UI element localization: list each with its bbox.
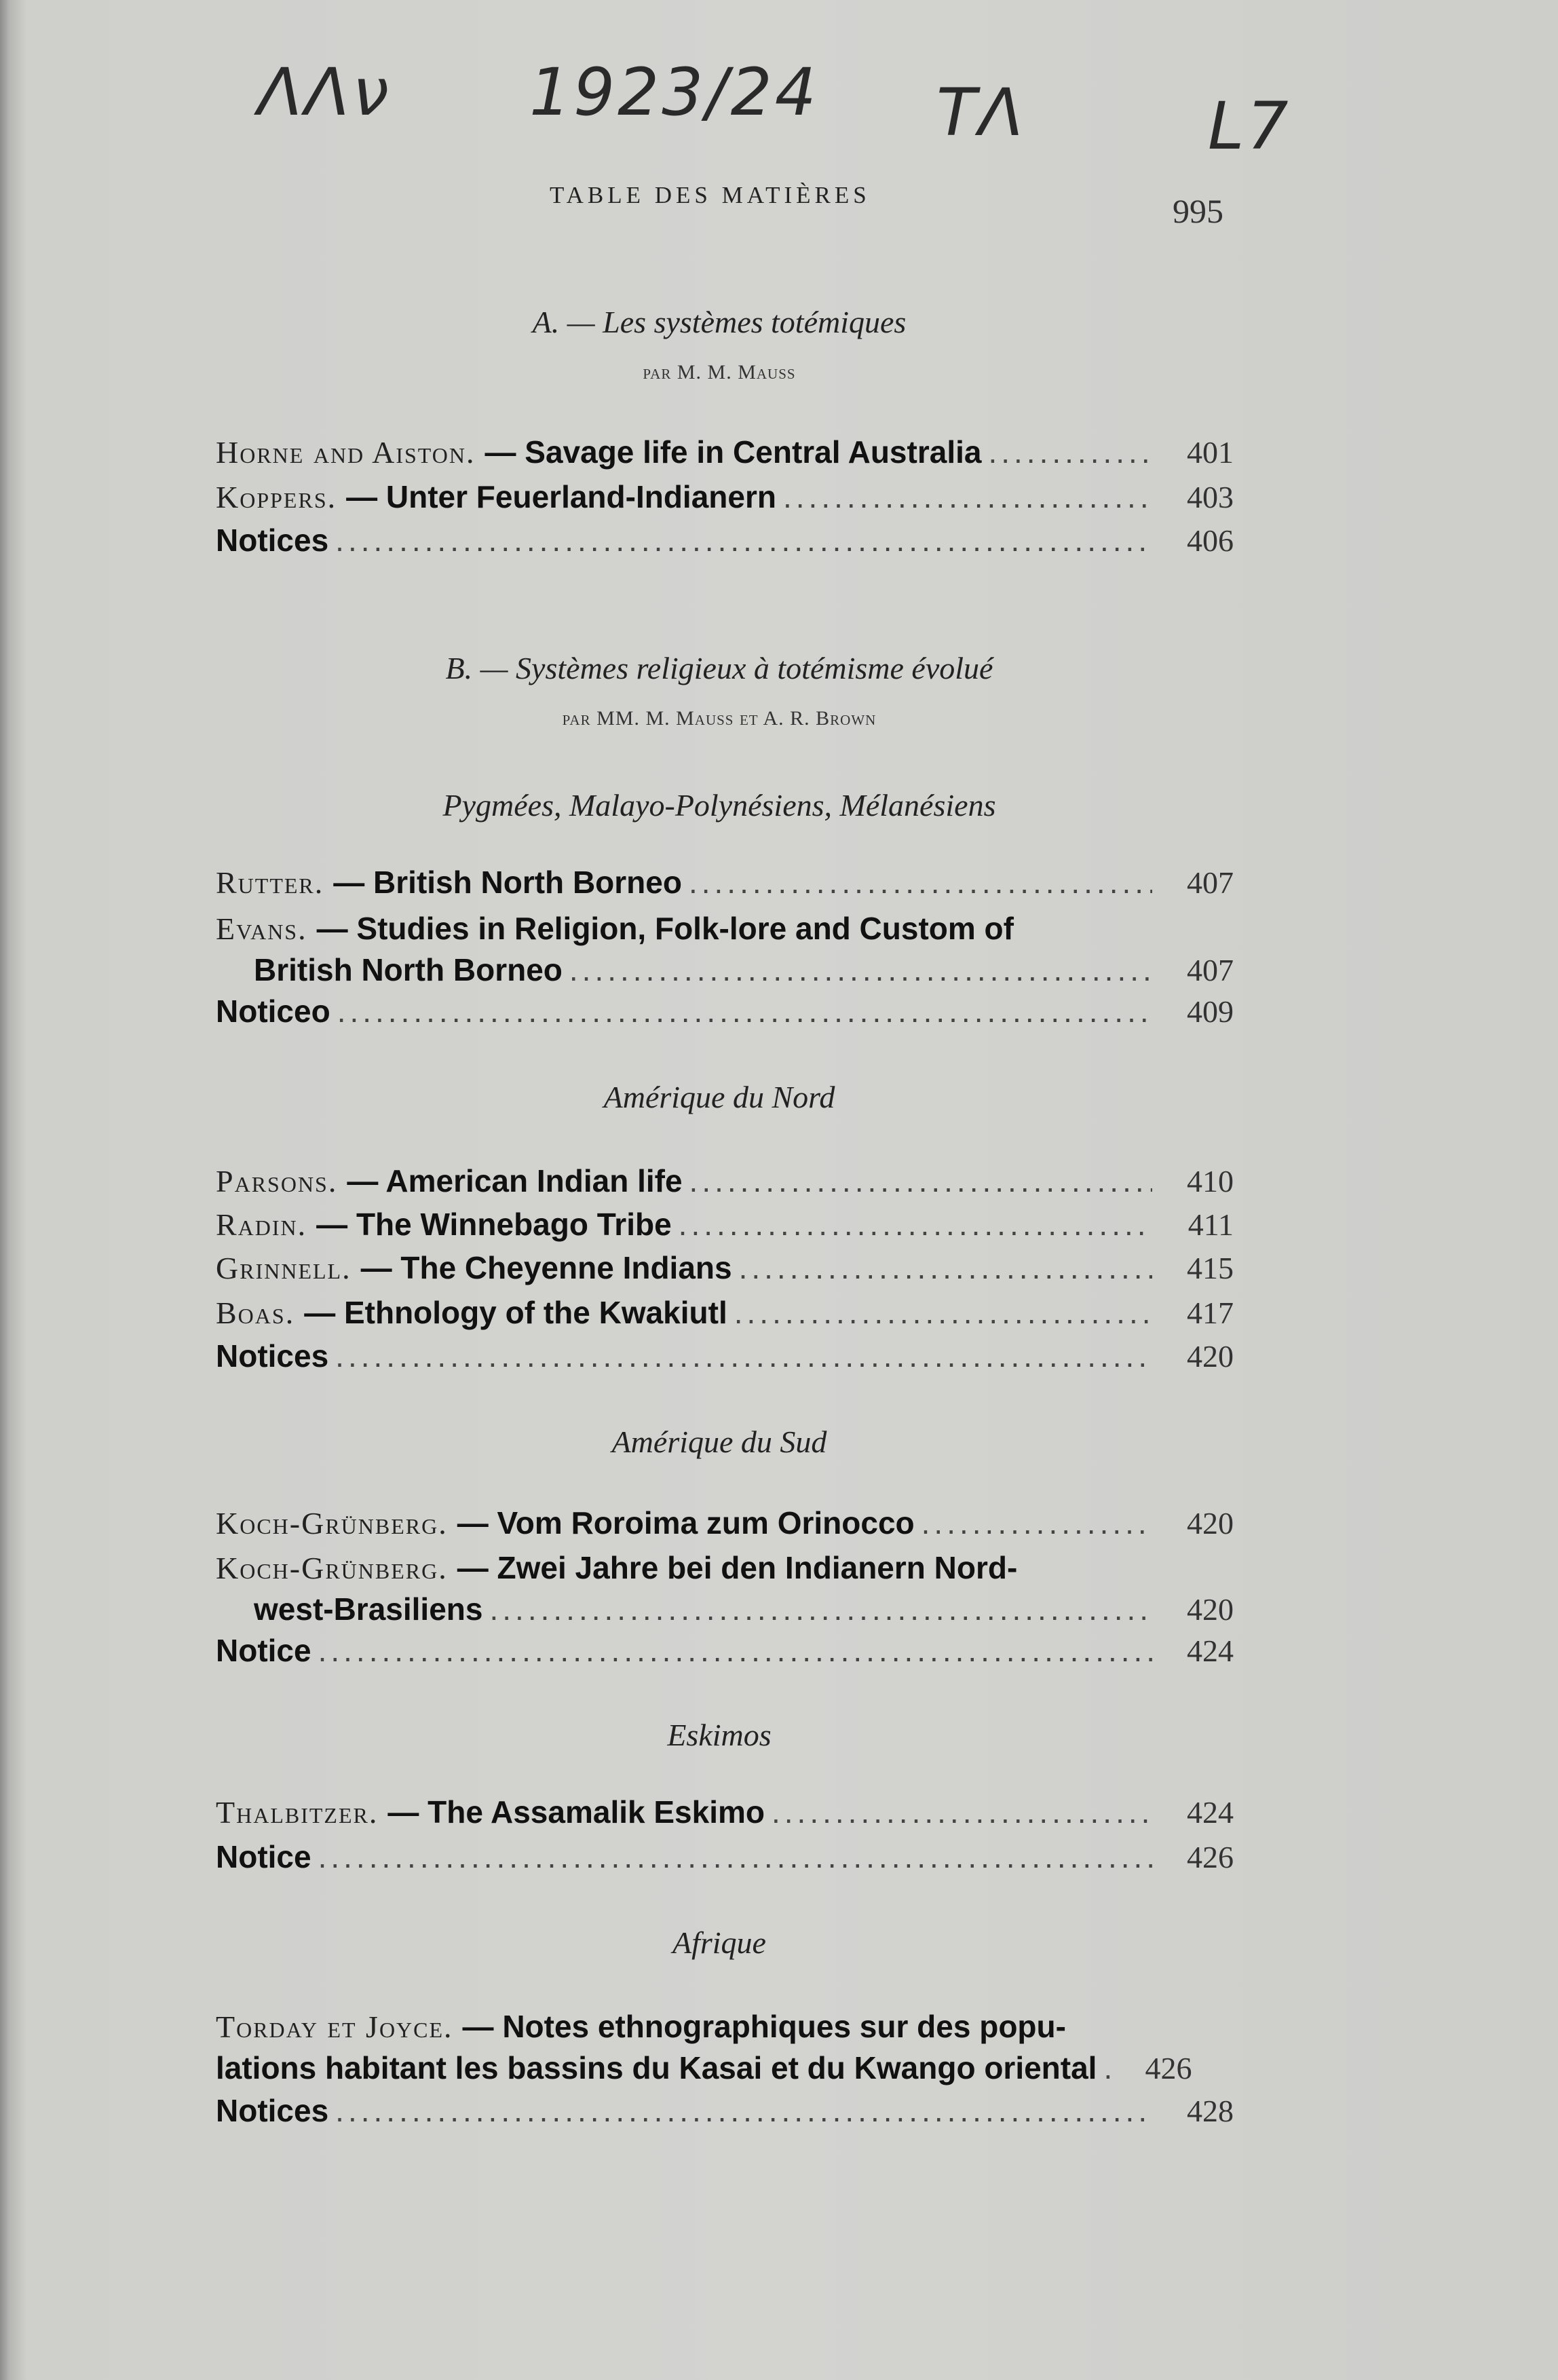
entry-title: Notice [216, 1839, 311, 1874]
entry-page: 424 [1187, 1795, 1234, 1830]
entry-page: 415 [1187, 1251, 1234, 1285]
entry-author: Koch-Grünberg. [216, 1506, 448, 1541]
leader-dots [734, 1292, 1152, 1333]
entry-author: Grinnell. [216, 1251, 352, 1285]
leader-dots [1103, 2047, 1110, 2088]
entry-author: Koppers. [216, 480, 337, 514]
entry-page: 424 [1187, 1633, 1234, 1668]
entry-author: Rutter. [216, 865, 324, 900]
toc-entry [216, 1836, 1234, 1878]
leader-dots [739, 1247, 1152, 1288]
toc-entry [216, 2006, 1234, 2089]
entry-author: Parsons. [216, 1164, 338, 1198]
toc-entry [216, 908, 1234, 991]
entry-author: Evans. [216, 911, 307, 946]
toc-entry [216, 991, 1234, 1032]
entry-title: — Ethnology of the Kwakiutl [304, 1295, 727, 1330]
entry-title: — British North Borneo [333, 865, 682, 900]
leader-dots [689, 1160, 1152, 1201]
entry-page: 428 [1187, 2094, 1234, 2128]
toc-entry [216, 1204, 1234, 1245]
entry-page: 403 [1187, 480, 1234, 514]
running-title: TABLE DES MATIÈRES [550, 182, 871, 208]
section-a-heading: A. — Les systèmes totémiques [532, 305, 907, 339]
toc-entry [216, 1503, 1234, 1544]
entry-author: Thalbitzer. [216, 1795, 379, 1830]
entry-page: 420 [1187, 1592, 1234, 1627]
entry-page: 417 [1187, 1296, 1234, 1330]
handwritten-note: 1923/24 [529, 54, 819, 130]
toc-entry [216, 1630, 1234, 1671]
leader-dots [922, 1503, 1152, 1543]
entry-title: — The Winnebago Tribe [316, 1207, 672, 1242]
toc-entry [216, 520, 1234, 561]
leader-dots [337, 991, 1152, 1032]
leader-dots [318, 1836, 1152, 1877]
entry-title: Noticeo [216, 994, 330, 1029]
leader-dots [335, 2090, 1152, 2131]
toc-entry [216, 432, 1234, 473]
toc-entry [216, 862, 1234, 903]
entry-title: — Vom Roroima zum Orinocco [457, 1505, 915, 1541]
entry-title: — Zwei Jahre bei den Indianern Nord- [457, 1550, 1018, 1585]
entry-page: 426 [1145, 2051, 1192, 2085]
leader-dots [689, 862, 1152, 903]
entry-author: Boas. [216, 1296, 295, 1330]
handwritten-note: L7 [1208, 88, 1291, 164]
toc-entry [216, 1547, 1234, 1630]
section-a-byline: par M. M. Mauss [643, 361, 796, 383]
subsection-heading: Afrique [672, 1925, 766, 1960]
toc-entry [216, 1292, 1234, 1334]
entry-title-continued: British North Borneo [254, 952, 563, 987]
entry-title: — The Assamalik Eskimo [387, 1794, 765, 1830]
entry-page: 420 [1187, 1339, 1234, 1374]
leader-dots [335, 1336, 1152, 1376]
subsection-heading: Pygmées, Malayo-Polynésiens, Mélanésiens [442, 788, 996, 823]
entry-title: Notices [216, 1338, 329, 1374]
entry-author: Horne and Aiston. [216, 435, 476, 470]
entry-title: — Unter Feuerland-Indianern [346, 479, 776, 514]
entry-title: Notice [216, 1633, 311, 1668]
leader-dots [335, 520, 1152, 561]
toc-entry [216, 1247, 1234, 1289]
handwritten-note: ΛΛν [258, 54, 392, 130]
entry-title-continued: lations habitant les bassins du Kasai et du Kwango oriental [216, 2050, 1097, 2085]
entry-page: 409 [1187, 994, 1234, 1029]
entry-author: Torday et Joyce. [216, 2009, 453, 2044]
entry-title: — The Cheyenne Indians [360, 1250, 732, 1285]
entry-title: — American Indian life [347, 1163, 683, 1198]
entry-title: — Savage life in Central Australia [484, 434, 982, 470]
entry-title: — Notes ethnographiques sur des popu- [462, 2009, 1066, 2044]
toc-entry [216, 1792, 1234, 1833]
entry-page: 401 [1187, 435, 1234, 470]
toc-entry [216, 476, 1234, 518]
subsection-heading: Amérique du Nord [603, 1080, 835, 1114]
leader-dots [679, 1204, 1152, 1245]
entry-page: 410 [1187, 1164, 1234, 1198]
entry-page: 406 [1187, 523, 1234, 558]
entry-title-continued: west-Brasiliens [254, 1591, 483, 1627]
page-number: 995 [1173, 192, 1223, 230]
leader-dots [569, 949, 1152, 990]
entry-page: 420 [1187, 1506, 1234, 1541]
entry-title: Notices [216, 2093, 329, 2128]
entry-title: Notices [216, 523, 329, 558]
leader-dots [783, 476, 1152, 517]
leader-dots [318, 1630, 1152, 1671]
toc-entry [216, 2090, 1234, 2132]
leader-dots [489, 1589, 1152, 1629]
entry-page: 407 [1187, 953, 1234, 987]
entry-title: — Studies in Religion, Folk-lore and Custom of [316, 911, 1014, 946]
handwritten-note: TΛ [936, 75, 1027, 151]
section-b-heading: B. — Systèmes religieux à totémisme évolué [445, 651, 993, 685]
entry-page: 411 [1188, 1207, 1234, 1242]
section-b-byline: par MM. M. Mauss et A. R. Brown [562, 707, 877, 730]
entry-page: 407 [1187, 865, 1234, 900]
entry-author: Koch-Grünberg. [216, 1551, 448, 1585]
toc-entry [216, 1160, 1234, 1202]
subsection-heading: Eskimos [667, 1718, 772, 1752]
leader-dots [988, 432, 1152, 472]
toc-entry [216, 1336, 1234, 1377]
entry-page: 426 [1187, 1840, 1234, 1874]
subsection-heading: Amérique du Sud [611, 1424, 827, 1459]
entry-author: Radin. [216, 1207, 307, 1242]
leader-dots [772, 1792, 1152, 1832]
